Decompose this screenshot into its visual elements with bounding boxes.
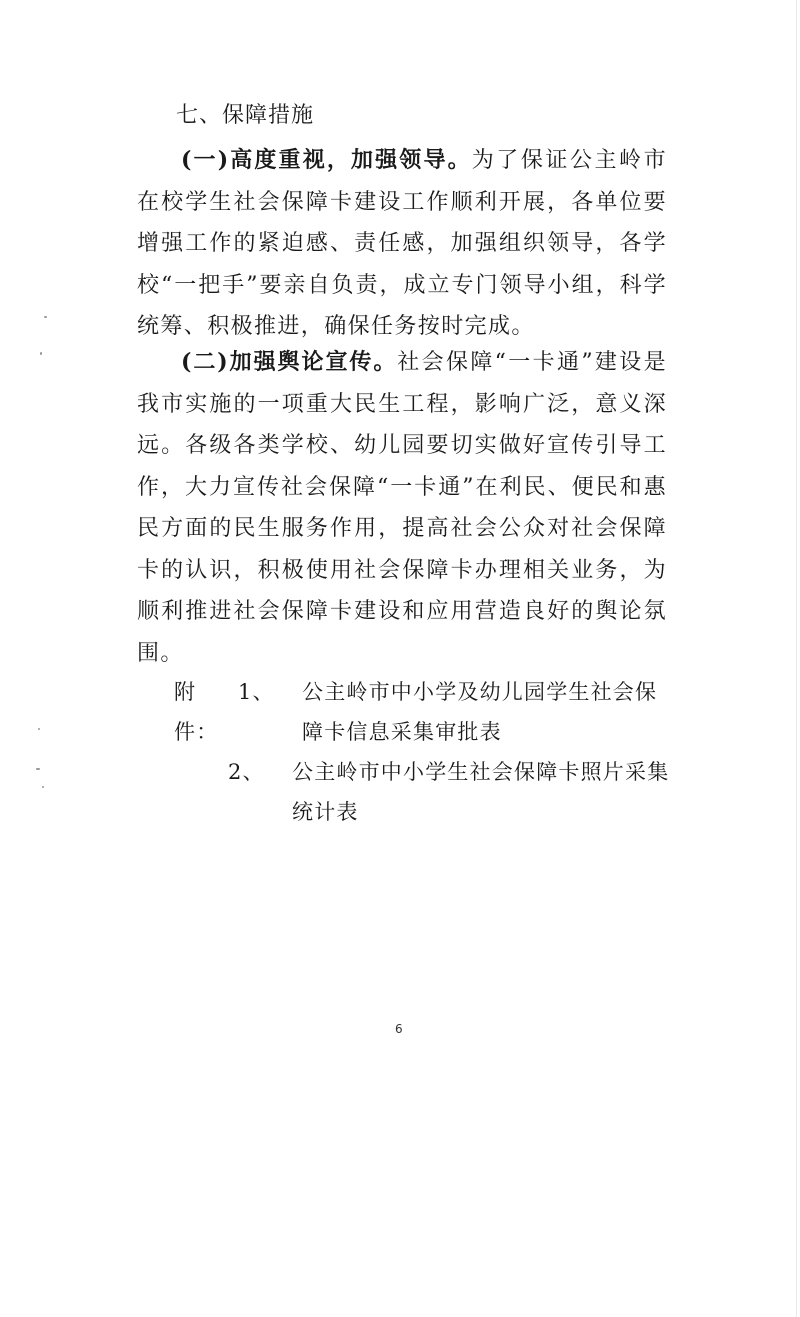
paragraph-1-lead: (一)高度重视，加强领导。: [181, 147, 472, 173]
attachment-item: [238, 672, 674, 752]
scan-speck: [38, 728, 40, 730]
attachment-number: 1、: [238, 680, 275, 704]
paragraph-2-body: 社会保障“一卡通”建设是我市实施的一项重大民生工程，影响广泛，意义深远。各级各类学校、幼儿园要切实做好宣传引导工作，大力宣传社会保障“一卡通”在利民、便民和惠民方面的民生服务作用，提高社会公众对社会保障卡的认识，积极使用社会保障卡办理相关业务，为顺利推进社会保障卡建设和应用营造良好的舆论氛围。: [137, 350, 668, 666]
attachments-label: 附件：: [174, 680, 219, 744]
scan-speck: [36, 768, 40, 770]
attachments-block: [174, 672, 674, 832]
attachment-title: 公主岭市中小学及幼儿园学生社会保障卡信息采集审批表: [302, 680, 658, 744]
section-heading: 七、保障措施: [176, 103, 315, 128]
scan-edge: [796, 0, 797, 1317]
paragraph-1-body: 为了保证公主岭市在校学生社会保障卡建设工作顺利开展，各单位要增强工作的紧迫感、责任感，加强组织领导，各学校“一把手”要亲自负责，成立专门领导小组，科学统筹、积极推进，确保任务按时完成。: [137, 148, 667, 339]
scan-speck: [44, 316, 47, 318]
page-number: 6: [395, 1022, 403, 1036]
paragraph-1: [137, 140, 667, 348]
paragraph-2-lead: (二)加强舆论宣传。: [181, 349, 398, 375]
attachment-title: 公主岭市中小学生社会保障卡照片采集统计表: [292, 760, 670, 824]
scan-speck: [40, 352, 42, 355]
attachment-number: 2、: [228, 760, 265, 784]
attachment-item: [228, 752, 674, 832]
scan-speck: [42, 786, 44, 788]
paragraph-2: [137, 342, 667, 674]
